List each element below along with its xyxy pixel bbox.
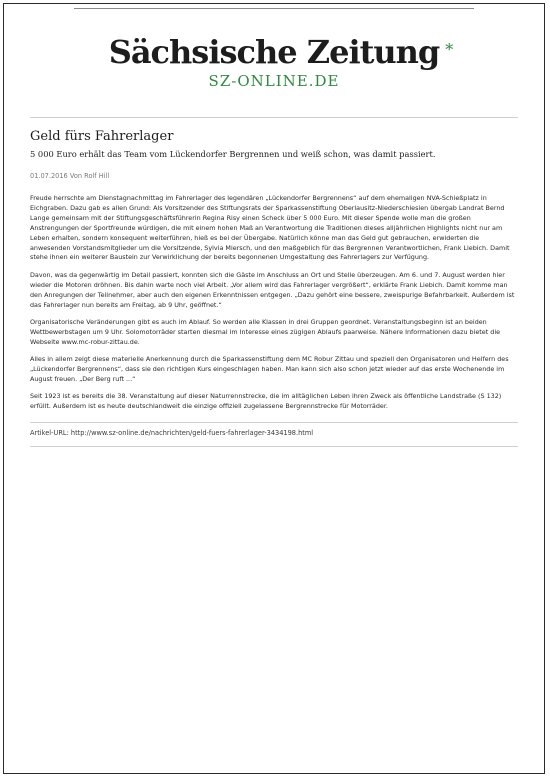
footer-divider: [30, 422, 518, 423]
masthead-divider: [30, 117, 518, 118]
article-subline: 5 000 Euro erhält das Team vom Lückendorfer Bergrennen und weiß schon, was damit passiert.: [30, 149, 436, 159]
article-url-line: [30, 429, 518, 438]
article-paragraph: Alles in allem zeigt diese materielle Anerkennung durch die Sparkassenstiftung dem MC Robur Zittau und speziell den Organisatoren und Helfern des „Lückendorfer Bergrennens“, dass sie den richtigen Kurs eingeschlagen haben. Man kann sich also schon jetzt wieder auf das erste Wochenende im August freuen. „Der Berg ruft ...“: [30, 355, 509, 383]
article-paragraph: Seit 1923 ist es bereits die 38. Veranstaltung auf dieser Naturrennstrecke, die im alltäglichen Leben ihren Zweck als öffentliche Landstraße (S 132) erfüllt. Außerdem ist es heute deutschlandweit die einzige offiziell zugelassene Bergrennstrecke für Motorräder.: [30, 392, 502, 411]
brand-logo: [108, 33, 453, 71]
article-paragraph: Davon, was da gegenwärtig im Detail passiert, konnten sich die Gäste im Anschluss an Ort und Stelle überzeugen. Am 6. und 7. August werden hier wieder die Motoren dröhnen. Bis dahin warte noch viel Arbeit. „Vor allem wird das Fahrerlager vergrößert“, erklärte Frank Liebich. Damit komme man den Anregungen der Teilnehmer, aber auch den eigenen Erkenntnissen entgegen. „Dazu gehört eine bessere, zweispurige Befahrbarkeit. Außerdem ist das Fahrerlager nun bereits am Freitag, ab 9 Uhr, geöffnet.“: [30, 270, 515, 309]
top-divider: [74, 8, 474, 9]
article-url-label: Artikel-URL:: [30, 429, 69, 438]
article-body: [30, 194, 518, 412]
site-name: SZ-ONLINE.DE: [208, 72, 340, 90]
article-headline: Geld fürs Fahrerlager: [30, 129, 174, 144]
article-meta: 01.07.2016 Von Rolf Hill: [30, 172, 110, 180]
page-sheet: [3, 3, 545, 774]
article-paragraph: Organisatorische Veränderungen gibt es auch im Ablauf. So werden alle Klassen in drei Gruppen geordnet. Veranstaltungsbeginn ist an beiden Wettbewerbstagen um 9 Uhr. Solomotorräder starten diesmal im Interesse eines zügigen Ablaufs paarweise. Nähere Informationen dazu bietet die Webseite www.mc-robur-zittau.de.: [30, 317, 501, 346]
article: [30, 128, 518, 447]
brand-name: Sächsische Zeitung: [108, 33, 440, 71]
article-paragraph: Freude herrschte am Dienstagnachmittag im Fahrerlager des legendären „Lückendorfer Bergrennens“ auf dem ehemaligen NVA-Schießplatz in Eichgraben. Dazu gab es allen Grund: Als Vorsitzender des Stiftungsrats der Sparkassenstiftung Oberlausitz-Niederschlesien übergab Landrat Bernd Lange gemeinsam mit der Stiftungsgeschäftsführerin Regina Risy einen Scheck über 5 000 Euro. Mit dieser Spende wolle man die großen Anstrengungen der Sportfreunde würdigen, die mit einem hohen Maß an Verantwortung die Traditionen dieses alljährlichen Highlights nicht nur am Leben erhalten, sondern konsequent weiterführen, hieß es bei der Übergabe. Natürlich könne man das Geld gut gebrauchen, erwiderten die anwesenden Vorstandsmitglieder um die Vorsitzende, Sylvia Miersch, und den maßgeblich für das Bergrennen Verantwortlichen, Frank Liebich. Damit stehe ihnen ein weiterer Baustein zur Verwirklichung der bereits begonnenen Umgestaltung des Fahrerlagers zur Verfügung.: [30, 194, 510, 262]
article-url-link[interactable]: http://www.sz-online.de/nachrichten/geld-fuers-fahrerlager-3434198.html: [70, 429, 314, 438]
end-divider: [30, 446, 518, 447]
masthead: [4, 34, 544, 90]
brand-star-icon: *: [445, 40, 453, 59]
